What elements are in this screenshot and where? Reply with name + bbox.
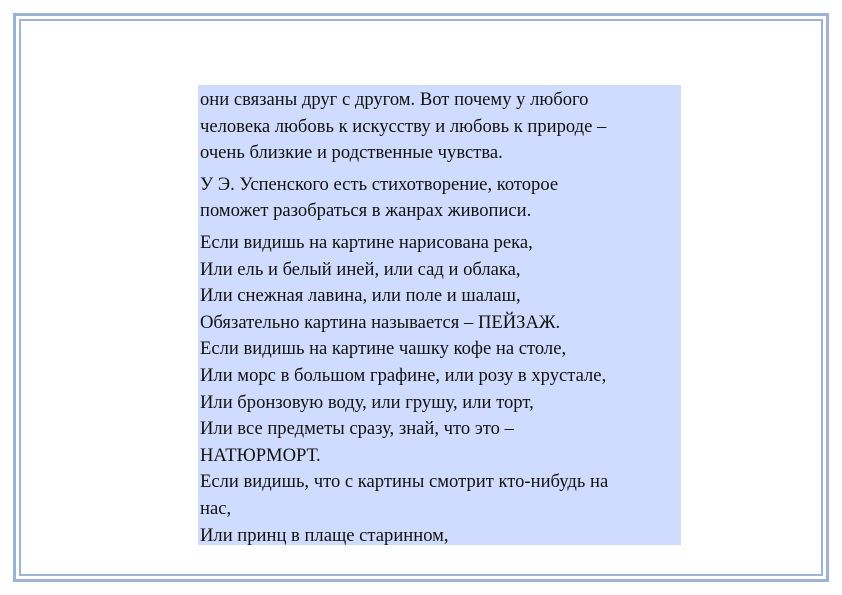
poem-line: Или все предметы сразу, знай, что это – [200, 418, 514, 440]
text-line: человека любовь к искусству и любовь к природе – [200, 115, 607, 137]
poem-line: Или бронзовую воду, или грушу, или торт, [200, 391, 534, 413]
poem-line: Если видишь на картине нарисована река, [200, 231, 533, 253]
paragraph-intro [200, 87, 681, 167]
poem-line: Если видишь, что с картины смотрит кто-нибудь на [200, 471, 609, 493]
text-line: поможет разобраться в жанрах живописи. [200, 200, 532, 222]
text-line: они связаны друг с другом. Вот почему у любого [200, 89, 589, 110]
poem-line: Или принц в плаще старинном, [200, 524, 449, 546]
poem-line: Или морс в большом графине, или розу в хрустале, [200, 364, 607, 386]
poem-line: Обязательно картина называется – ПЕЙЗАЖ. [200, 311, 561, 333]
poem-line: нас, [200, 497, 232, 519]
paragraph-uspensky [200, 172, 681, 225]
poem-line: НАТЮРМОРТ. [200, 444, 321, 466]
text-block [198, 85, 681, 545]
poem-line: Если видишь на картине чашку кофе на столе, [200, 338, 567, 360]
text-line: У Э. Успенского есть стихотворение, которое [200, 173, 559, 195]
poem-line: Или ель и белый иней, или сад и облака, [200, 258, 521, 280]
text-line: очень близкие и родственные чувства. [200, 142, 503, 164]
poem-line: Или снежная лавина, или поле и шалаш, [200, 285, 521, 307]
paragraph-poem [200, 230, 681, 549]
